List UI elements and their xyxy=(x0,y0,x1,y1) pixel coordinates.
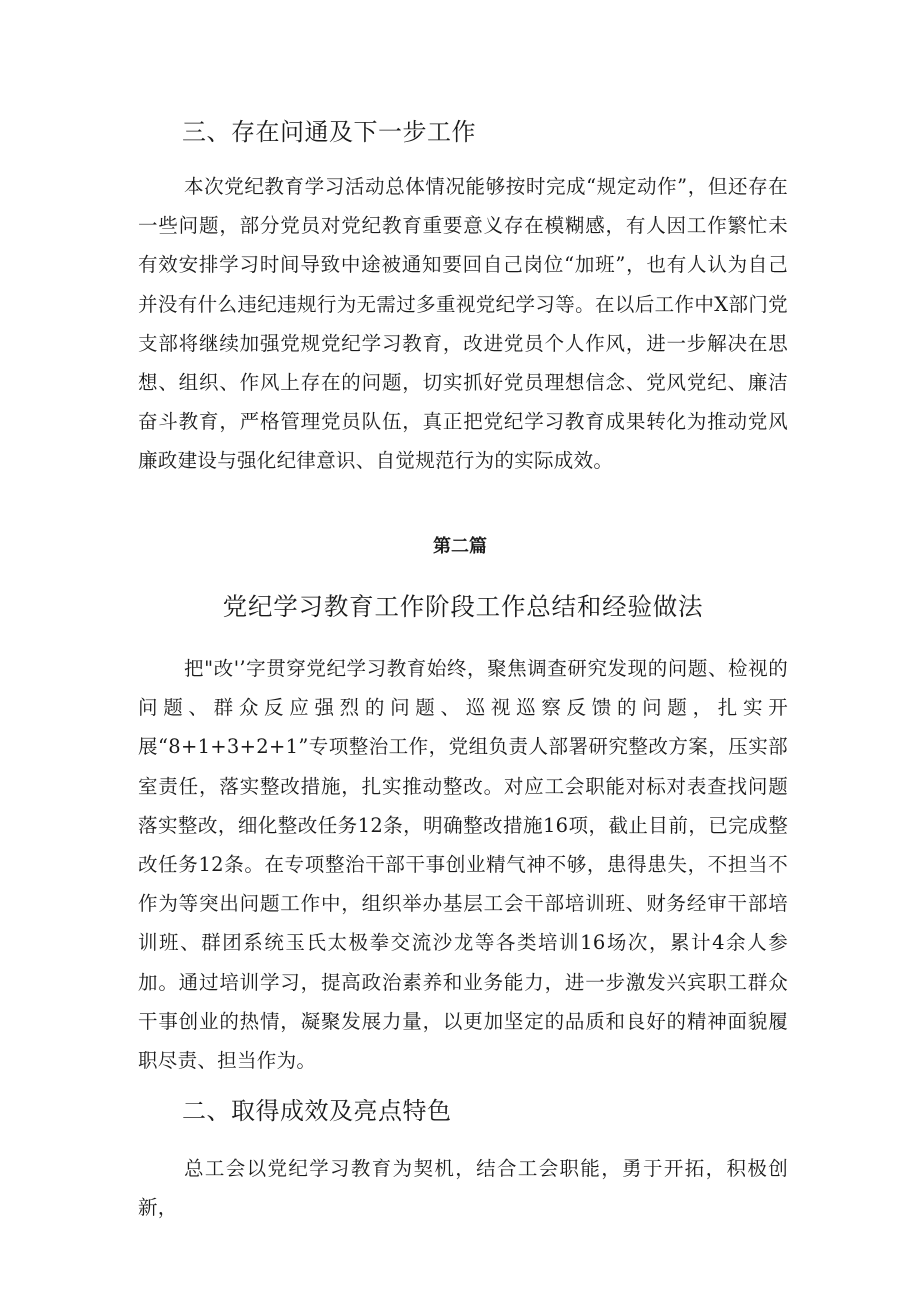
section-two-heading: 二、取得成效及亮点特色 xyxy=(182,1097,452,1125)
section-three-heading: 三、存在问通及下一步工作 xyxy=(182,118,476,146)
section-two-paragraph: 总工会以党纪学习教育为契机，结合工会职能，勇于开拓，积极创新， xyxy=(138,1157,788,1220)
part-two-intro-paragraph: 把"改'’字贯穿党纪学习教育始终，聚焦调查研究发现的问题、检视的问题、群众反应强烈的问题、巡视巡察反馈的问题，扎实开展“8+1+3+2+1”专项整治工作，党组负责人部署研究整改方案，压实部室责任，落实整改措施，扎实推动整改。对应工会职能对标对表查找问题落实整改，细化整改任务12条，明确整改措施16项，截止目前，已完成整改任务12条。在专项整治干部干事创业精气神不够，患得患失，不担当不作为等突出问题工作中，组织举办基层工会干部培训班、财务经审干部培训班、群团系统玉氏太极拳交流沙龙等各类培训16场次，累计4余人参加。通过培训学习，提高政治素养和业务能力，进一步激发兴宾职工群众干事创业的热情，凝聚发展力量，以更加坚定的品质和良好的精神面貌履职尽责、担当作为。 xyxy=(138,657,788,1073)
article-title: 党纪学习教育工作阶段工作总结和经验做法 xyxy=(222,592,704,621)
section-three-paragraph: 本次党纪教育学习活动总体情况能够按时完成“规定动作”，但还存在一些问题，部分党员对党纪教育重要意义存在模糊感，有人因工作繁忙未有效安排学习时间导致中途被通知要回自己岗位“加班”，也有人认为自己并没有什么违纪违规行为无需过多重视党纪学习等。在以后工作中X部门党支部将继续加强党规党纪学习教育，改进党员个人作风，进一步解决在思想、组织、作风上存在的问题，切实抓好党员理想信念、党风党纪、廉洁奋斗教育，严格管理党员队伍，真正把党纪学习教育成果转化为推动党风廉政建设与强化纪律意识、自觉规范行为的实际成效。 xyxy=(138,175,788,473)
part-two-label: 第二篇 xyxy=(433,536,487,557)
